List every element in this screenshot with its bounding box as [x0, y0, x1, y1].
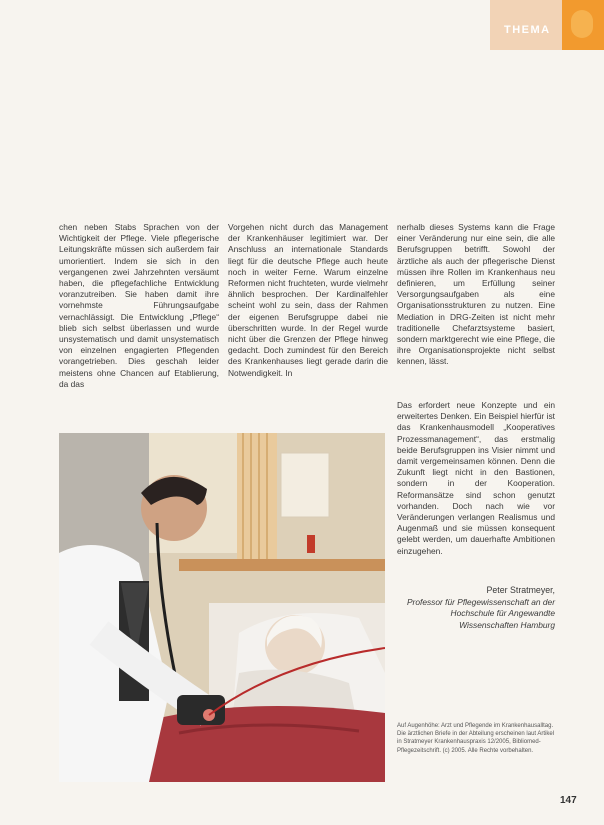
- photo-caption: Auf Augenhöhe: Arzt und Pflegende im Krankenhausalltag. Die ärztlichen Briefe in der Abteilung erscheinen laut Artikel in Stratmeyer Krankenhauspraxis 12/2005, Bibliomed-Pflegezeitschrift. (c) 2005. Alle Rechte vorbehalten.: [397, 723, 555, 754]
- photo-illustration: [59, 433, 385, 782]
- page-number: 147: [560, 795, 577, 806]
- section-tab-icon: [562, 0, 604, 50]
- text-column-1: [59, 222, 219, 390]
- author-name: Peter Stratmeyer,: [486, 585, 555, 595]
- section-label: THEMA: [504, 24, 551, 36]
- text-column-2: [228, 222, 388, 379]
- column-3-extra-text: Das erfordert neue Konzepte und ein erweitertes Denken. Ein Beispiel hierfür ist das Krankenhausmodell „Kooperatives Prozessmanagement“, das erstmalig beide Berufsgruppen ins Visier nimmt und damit vergemeinsamen können. Denn die Zukunft liegt nicht in den Bastionen, sondern in der Kooperation. Reformansätze sind schon genutzt vorhanden. Doch nach wie vor Veränderungen verlangen Realismus und Augenmaß und sie müssen konsequent gelebt werden, um dauerhafte Ambitionen einzugehen.: [397, 400, 555, 556]
- author-block: [397, 585, 555, 631]
- column-1-text: chen neben Stabs Sprachen von der Wichtigkeit der Pflege. Viele pflegerische Leitungskräfte müssen sich außerdem fair umorientiert. Indem sie sich in den vergangenen zwei Jahrzehnten versäumt haben, die pflegefachliche Entwicklung voranzutreiben. Sie haben damit ihre vornehmste Führungsaufgabe vernachlässigt. Die Entwicklung „Pflege“ blieb sich selbst überlassen und wurde unsystematisch und damit unsystematisch von einzelnen engagierten Pflegenden vorangetrieben. Dies geschah leider meistens ohne Chancen auf Etablierung, da das: [59, 222, 219, 389]
- text-column-3-continued: [397, 400, 555, 557]
- text-column-3: [397, 222, 555, 368]
- column-2-text: Vorgehen nicht durch das Management der Krankenhäuser legitimiert war. Der Anschluss an internationale Standards liegt für die deutsche Pflege auch heute noch in weiter Ferne. Warum einzelne Reformen nicht fruchteten, wurde vielmehr ähnlich besprochen. Der Kardinalfehler scheint wohl zu sein, dass der Rahmen der eigenen Berufsgruppe dabei nie überschritten wurde. In der Regel wurde nicht über die Grenzen der Pflege hinweg gedacht. Doch zumindest für den Bereich des Krankenhauses liegt gerade darin die Notwendigkeit. In: [228, 222, 388, 378]
- article-photo: [59, 433, 385, 782]
- author-role: Professor für Pflegewissenschaft an der Hochschule für Angewandte Wissenschaften Hamburg: [406, 596, 555, 630]
- column-3-text: nerhalb dieses Systems kann die Frage einer Veränderung nur eine sein, die alle Berufsgruppen betrifft. Sowohl der ärztliche als auch der pflegerische Dienst müssen ihre Rollen im Krankenhaus neu definieren, um Erfüllung seiner Versorgungsaufgaben als eine Organisationsstrukturen zu nutzen. Eine Mediation in DRG-Zeiten ist nicht mehr traditionelle Chefarztsysteme basiert, sondern marktgerecht wie eine Pflege, die ihre Organisationsprojekte nicht selbst kennen, lässt.: [397, 222, 555, 367]
